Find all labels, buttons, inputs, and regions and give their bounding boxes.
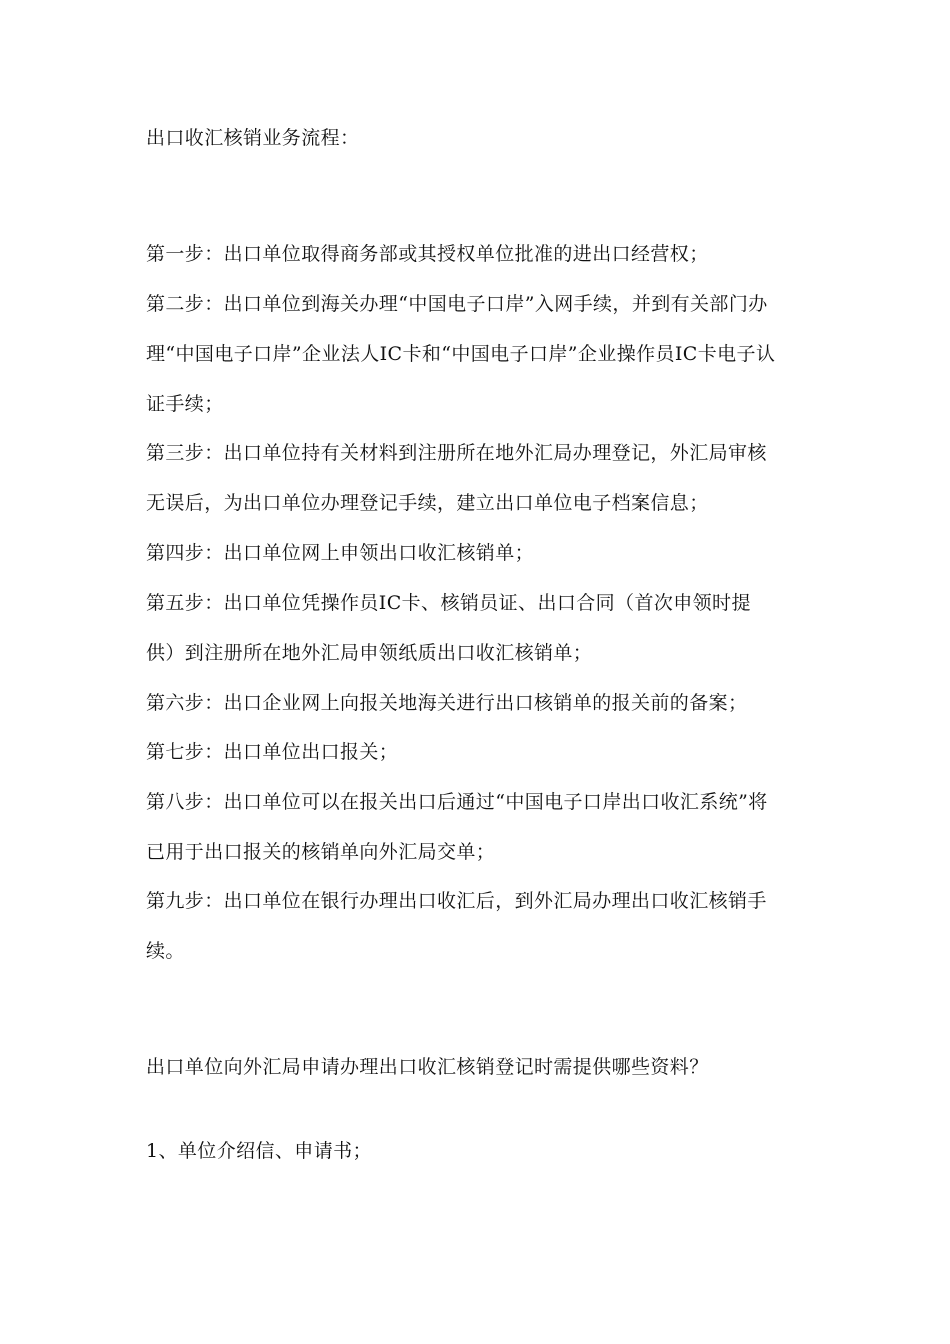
- step-2-line-2: 理“中国电子口岸”企业法人IC卡和“中国电子口岸”企业操作员IC卡电子认: [146, 343, 776, 365]
- step-2-line-3: 证手续；: [146, 393, 224, 415]
- step-6: 第六步：出口企业网上向报关地海关进行出口核销单的报关前的备案；: [146, 692, 748, 714]
- step-9-line-2: 续。: [146, 940, 185, 962]
- step-3-line-2: 无误后，为出口单位办理登记手续，建立出口单位电子档案信息；: [146, 492, 709, 514]
- step-4: 第四步：出口单位网上申领出口收汇核销单；: [146, 542, 535, 564]
- step-1: 第一步：出口单位取得商务部或其授权单位批准的进出口经营权；: [146, 243, 709, 265]
- step-8-line-2: 已用于出口报关的核销单向外汇局交单；: [146, 841, 496, 863]
- step-2-line-1: 第二步：出口单位到海关办理“中国电子口岸”入网手续，并到有关部门办: [146, 293, 768, 315]
- document-title: 出口收汇核销业务流程：: [146, 127, 360, 149]
- step-5-line-1: 第五步：出口单位凭操作员IC卡、核销员证、出口合同（首次申领时提: [146, 592, 751, 614]
- step-5-line-2: 供）到注册所在地外汇局申领纸质出口收汇核销单；: [146, 642, 593, 664]
- step-7: 第七步：出口单位出口报关；: [146, 741, 399, 763]
- question-heading: 出口单位向外汇局申请办理出口收汇核销登记时需提供哪些资料？: [146, 1056, 709, 1078]
- answer-item-1: 1、单位介绍信、申请书；: [146, 1140, 372, 1162]
- step-3-line-1: 第三步：出口单位持有关材料到注册所在地外汇局办理登记，外汇局审核: [146, 442, 767, 464]
- step-9-line-1: 第九步：出口单位在银行办理出口收汇后，到外汇局办理出口收汇核销手: [146, 890, 767, 912]
- step-8-line-1: 第八步：出口单位可以在报关出口后通过“中国电子口岸出口收汇系统”将: [146, 791, 768, 813]
